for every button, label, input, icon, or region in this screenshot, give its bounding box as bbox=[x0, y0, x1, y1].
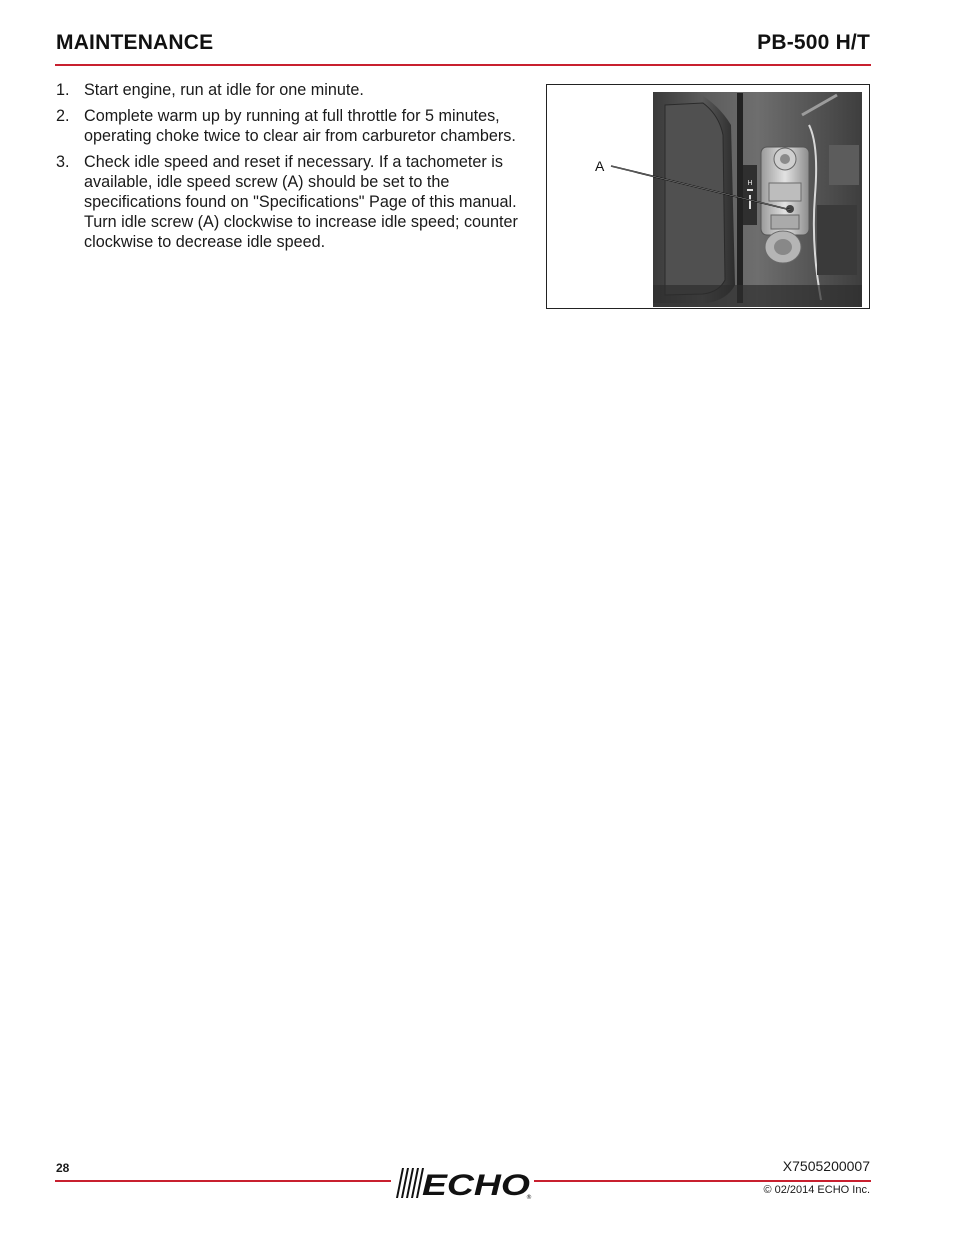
step-number: 2. bbox=[56, 107, 70, 125]
svg-text:H: H bbox=[747, 179, 753, 187]
step-text: Check idle speed and reset if necessary. If a tachometer is available, idle speed screw (A) should be set to the specifications found on "Specifications" Page of this manual. Turn idle screw (A) clockwise to increase idle speed; counter clockwise to decrease idle speed. bbox=[84, 153, 518, 251]
step-text: Complete warm up by running at full throttle for 5 minutes, operating choke twice to clear air from carburetor chambers. bbox=[84, 107, 516, 145]
step-item bbox=[56, 80, 542, 100]
step-item bbox=[56, 106, 542, 146]
step-text: Start engine, run at idle for one minute. bbox=[84, 81, 364, 99]
step-number: 1. bbox=[56, 81, 70, 99]
copyright-notice: © 02/2014 ECHO Inc. bbox=[763, 1184, 870, 1196]
header-divider bbox=[55, 64, 871, 66]
document-number: X7505200007 bbox=[782, 1158, 870, 1174]
model-title: PB-500 H/T bbox=[757, 31, 870, 54]
echo-logo bbox=[392, 1164, 534, 1200]
footer-divider-left bbox=[55, 1180, 391, 1182]
carburetor-photo bbox=[546, 84, 870, 309]
step-number: 3. bbox=[56, 153, 70, 171]
svg-text:®: ® bbox=[526, 1194, 532, 1200]
instruction-steps bbox=[56, 80, 542, 258]
callout-label-a: A bbox=[595, 158, 605, 174]
step-item bbox=[56, 152, 542, 252]
page-number: 28 bbox=[56, 1161, 70, 1175]
section-title: MAINTENANCE bbox=[56, 31, 214, 54]
carburetor-illustration bbox=[547, 85, 869, 308]
footer-divider-right bbox=[534, 1180, 871, 1182]
logo-wordmark: ECHO bbox=[422, 1169, 530, 1200]
